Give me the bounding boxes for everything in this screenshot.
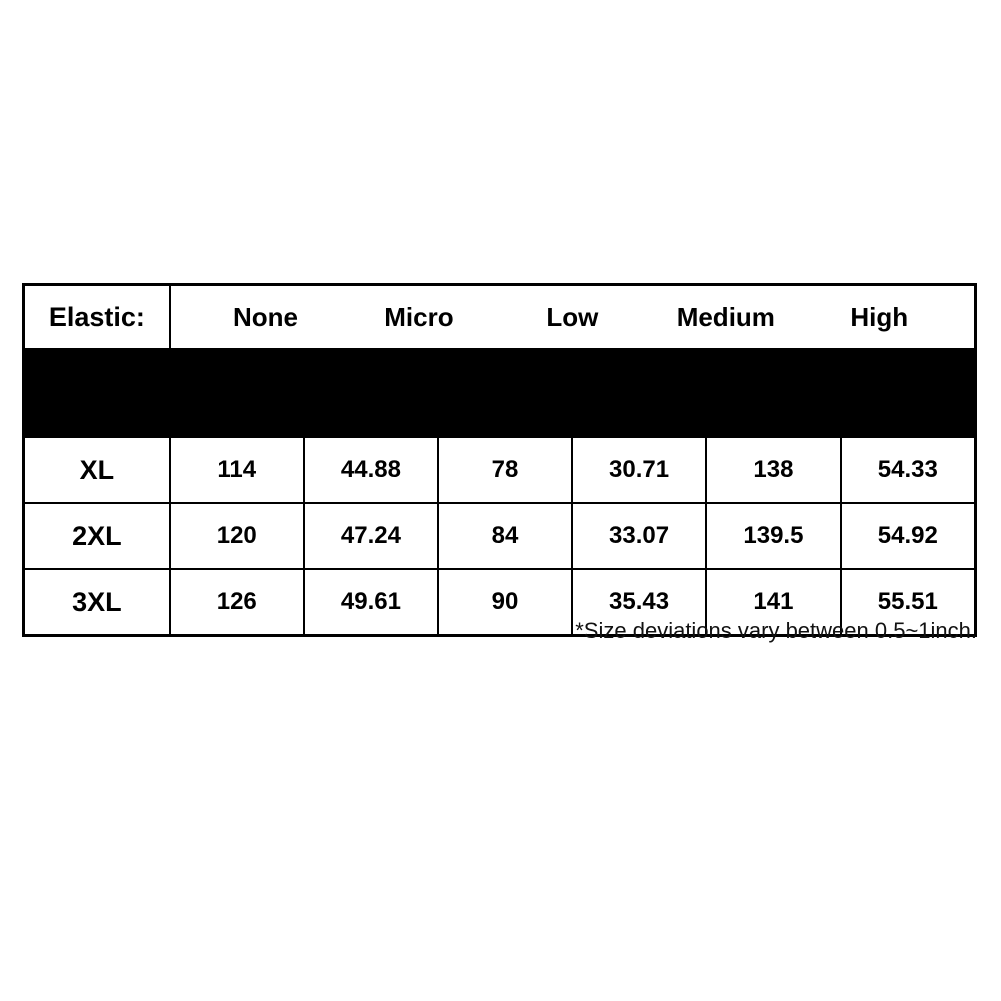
- cell-xl-bust-inch: 44.88: [304, 437, 438, 503]
- elastic-scale: [170, 285, 976, 350]
- unit-header-bust-inch: inch: [304, 393, 438, 437]
- cell-xl-length-inch: 54.33: [841, 437, 976, 503]
- group-header-waist: Waist: [438, 349, 706, 393]
- elastic-level-micro: Micro: [384, 301, 454, 332]
- elastic-level-low: Low: [546, 301, 599, 332]
- cell-2xl-length-inch: 54.92: [841, 503, 976, 569]
- table-row: [24, 437, 976, 503]
- cell-xl-waist-cm: 78: [438, 437, 572, 503]
- cell-xl-length-cm: 138: [706, 437, 840, 503]
- row-size-xl: XL: [24, 437, 170, 503]
- size-header: Size: [24, 349, 170, 437]
- cell-3xl-length-inch: 55.51: [841, 569, 976, 636]
- cell-3xl-bust-inch: 49.61: [304, 569, 438, 636]
- cell-3xl-waist-inch: 35.43: [572, 569, 706, 636]
- cell-2xl-waist-inch: 33.07: [572, 503, 706, 569]
- size-deviation-note: *Size deviations vary between 0.5~1inch.: [575, 618, 977, 643]
- unit-header-bust-cm: cm: [170, 393, 304, 437]
- group-header-bust: Bust: [170, 349, 438, 393]
- group-header-row: [24, 349, 976, 393]
- cell-2xl-length-cm: 139.5: [706, 503, 840, 569]
- cell-3xl-waist-cm: 90: [438, 569, 572, 636]
- group-header-length: Length: [706, 349, 975, 393]
- cell-2xl-bust-inch: 47.24: [304, 503, 438, 569]
- row-size-2xl: 2XL: [24, 503, 170, 569]
- elastic-level-medium: Medium: [676, 301, 775, 332]
- elastic-level-high: High: [850, 301, 909, 332]
- row-size-3xl: 3XL: [24, 569, 170, 636]
- unit-header-length-inch: inch: [841, 393, 976, 437]
- cell-2xl-waist-cm: 84: [438, 503, 572, 569]
- elastic-level-none: None: [233, 301, 298, 332]
- cell-xl-bust-cm: 114: [170, 437, 304, 503]
- table-row: [24, 503, 976, 569]
- cell-xl-waist-inch: 30.71: [572, 437, 706, 503]
- elastic-row: [24, 285, 976, 350]
- unit-header-waist-inch: inch: [572, 393, 706, 437]
- cell-2xl-bust-cm: 120: [170, 503, 304, 569]
- cell-3xl-bust-cm: 126: [170, 569, 304, 636]
- unit-header-waist-cm: cm: [438, 393, 572, 437]
- unit-header-length-cm: cm: [706, 393, 840, 437]
- size-chart-table: [22, 283, 977, 637]
- elastic-label: Elastic:: [24, 285, 170, 350]
- cell-3xl-length-cm: 141: [706, 569, 840, 636]
